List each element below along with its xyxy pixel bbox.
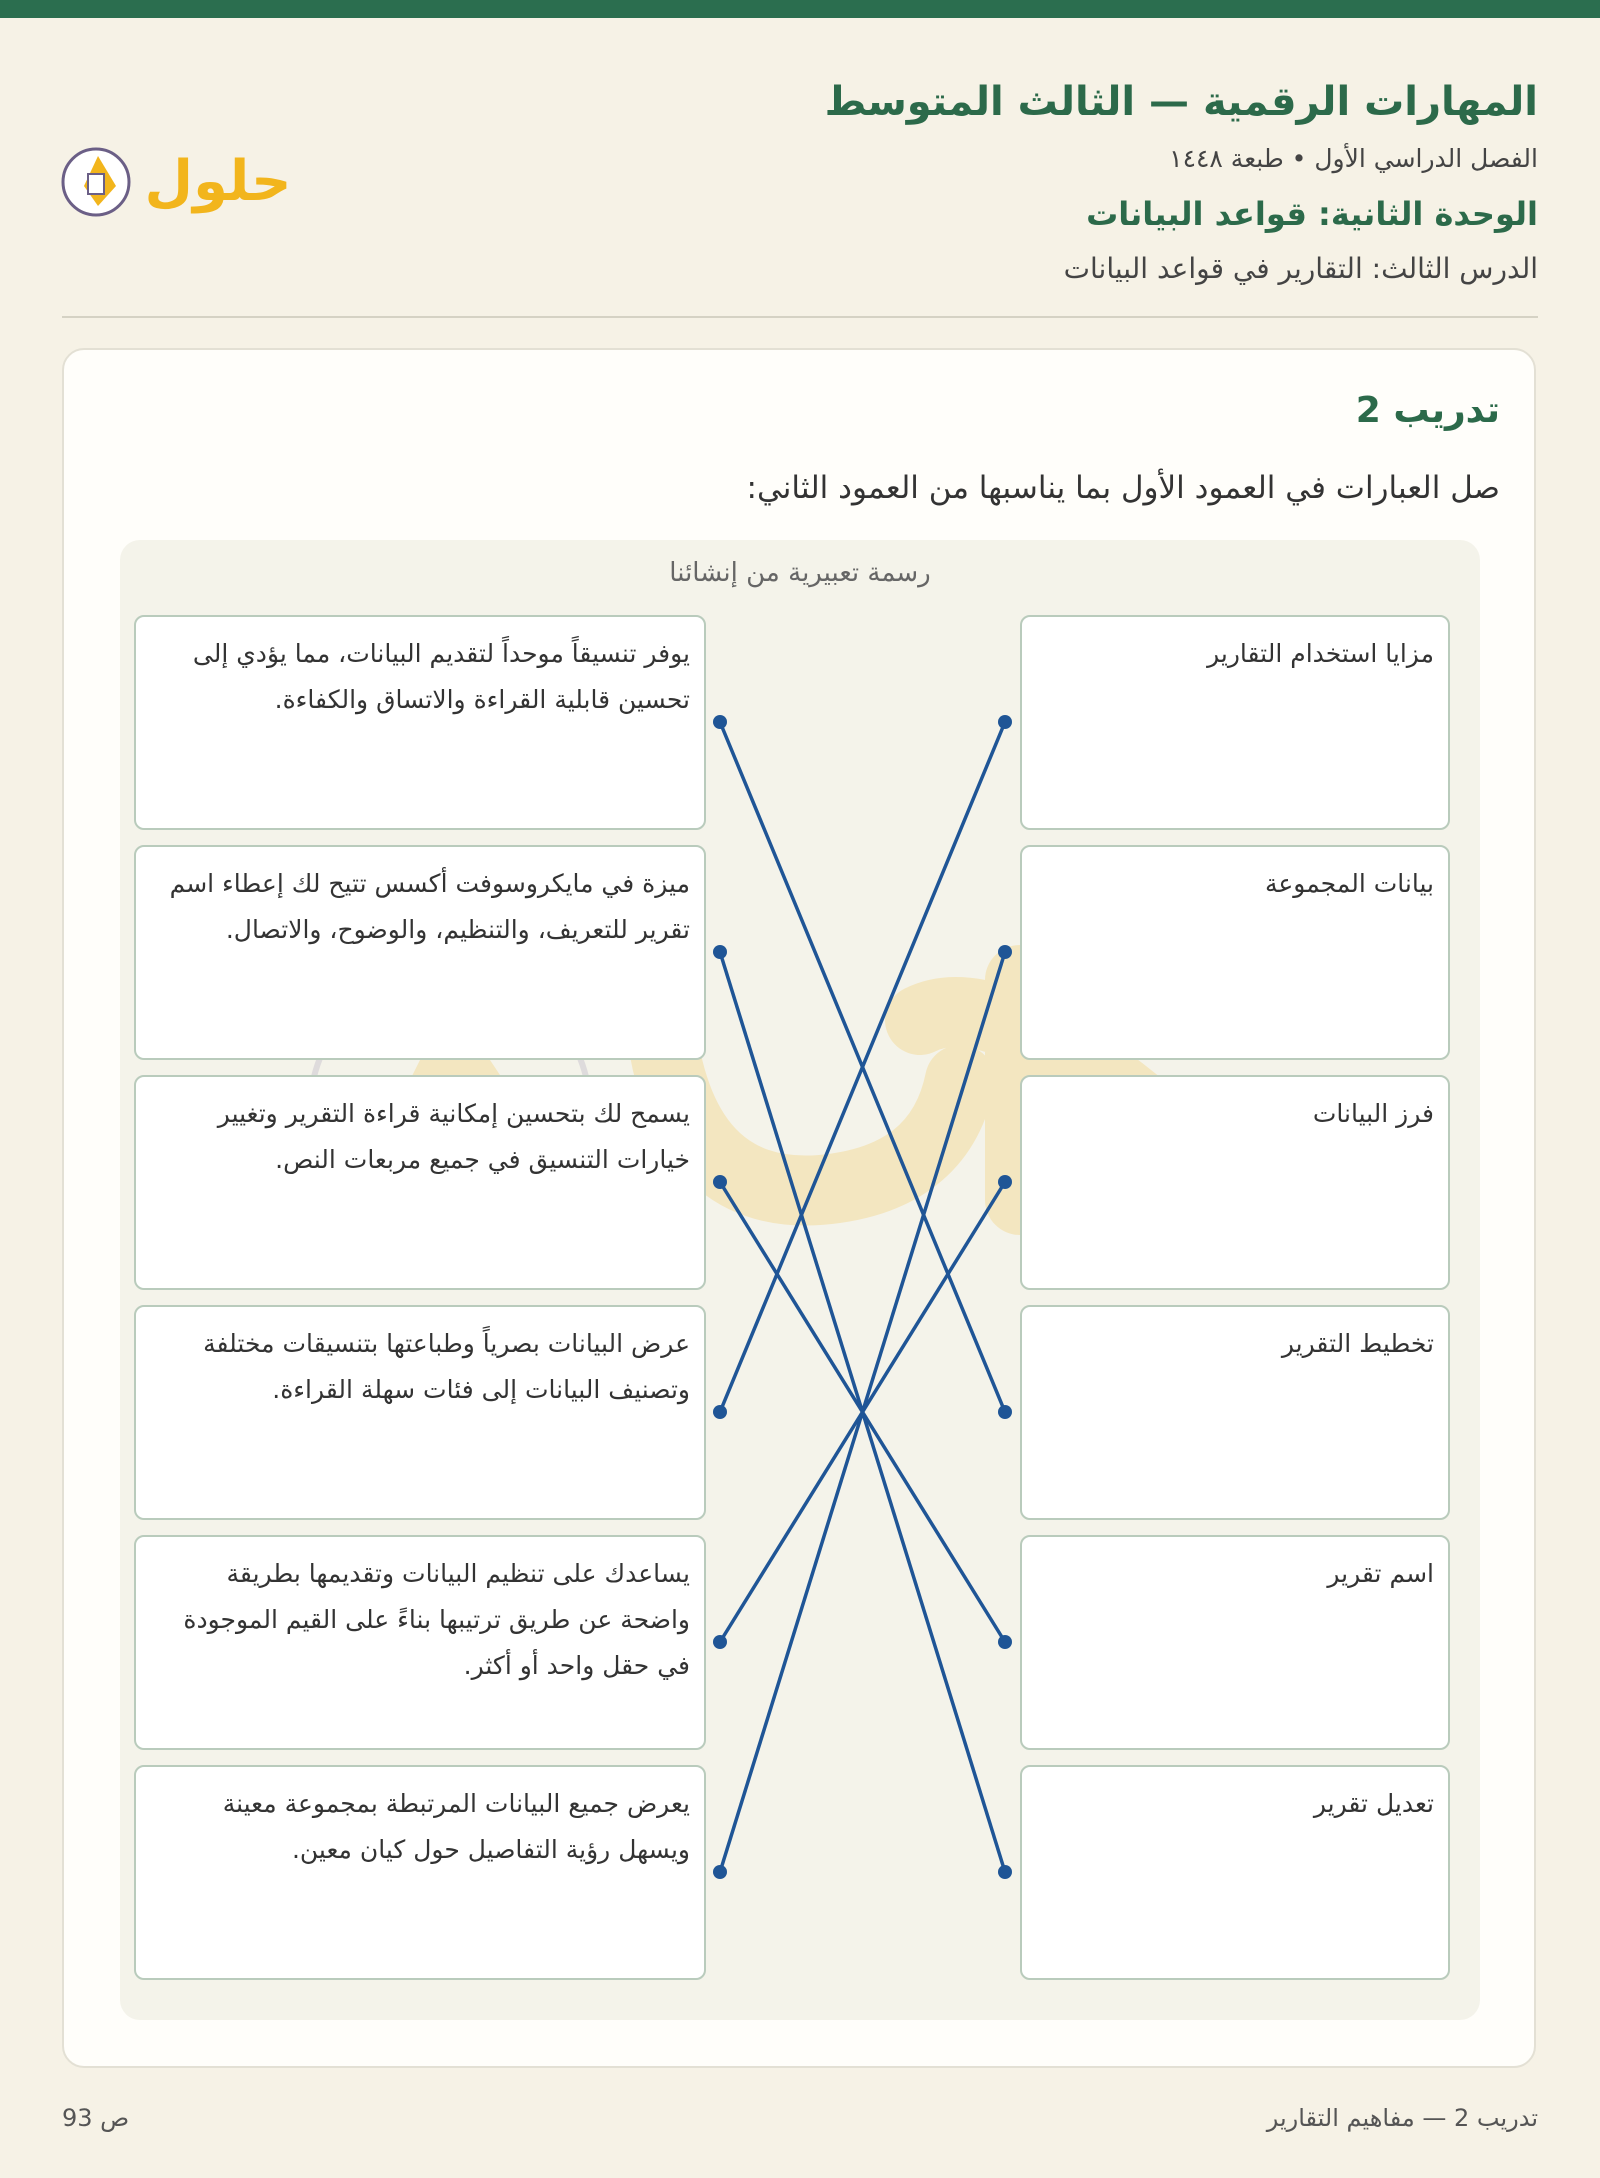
right-connector-dot-5 (998, 1635, 1012, 1649)
diagram-caption: رسمة تعبيرية من إنشائنا (669, 558, 931, 588)
right-item-6: تعديل تقرير (1020, 1765, 1450, 1980)
right-item-5: اسم تقرير (1020, 1535, 1450, 1750)
right-connector-dot-1 (998, 715, 1012, 729)
left-item-6: يعرض جميع البيانات المرتبطة بمجموعة معينة ويسهل رؤية التفاصيل حول كيان معين. (134, 1765, 706, 1980)
left-item-1: يوفر تنسيقاً موحداً لتقديم البيانات، مما يؤدي إلى تحسين قابلية القراءة والاتساق والكفاءة. (134, 615, 706, 830)
left-connector-dot-3 (713, 1175, 727, 1189)
right-item-3: فرز البيانات (1020, 1075, 1450, 1290)
right-item-2: بيانات المجموعة (1020, 845, 1450, 1060)
page-number: ص 93 (62, 2104, 130, 2132)
right-connector-dot-2 (998, 945, 1012, 959)
lesson-title: الدرس الثالث: التقارير في قواعد البيانات (1063, 252, 1538, 285)
left-item-5: يساعدك على تنظيم البيانات وتقديمها بطريقة واضحة عن طريق ترتيبها بناءً على القيم الموجودة في حقل واحد أو أكثر. (134, 1535, 706, 1750)
left-connector-dot-6 (713, 1865, 727, 1879)
page-title: المهارات الرقمية — الثالث المتوسط (824, 79, 1538, 125)
left-connector-dot-2 (713, 945, 727, 959)
left-item-2: ميزة في مايكروسوفت أكسس تتيح لك إعطاء اسم تقرير للتعريف، والتنظيم، والوضوح، والاتصال. (134, 845, 706, 1060)
right-connector-dot-4 (998, 1405, 1012, 1419)
edition-line: الفصل الدراسي الأول • طبعة ١٤٤٨ (1169, 144, 1538, 173)
left-connector-dot-4 (713, 1405, 727, 1419)
exercise-title: تدريب 2 (1355, 390, 1500, 431)
right-connector-dot-3 (998, 1175, 1012, 1189)
exercise-instruction: صل العبارات في العمود الأول بما يناسبها من العمود الثاني: (746, 470, 1500, 506)
right-item-1: مزايا استخدام التقارير (1020, 615, 1450, 830)
left-item-3: يسمح لك بتحسين إمكانية قراءة التقرير وتغيير خيارات التنسيق في جميع مربعات النص. (134, 1075, 706, 1290)
unit-title: الوحدة الثانية: قواعد البيانات (1086, 195, 1538, 233)
left-item-4: عرض البيانات بصرياً وطباعتها بتنسيقات مختلفة وتصنيف البيانات إلى فئات سهلة القراءة. (134, 1305, 706, 1520)
right-connector-dot-6 (998, 1865, 1012, 1879)
footer-caption: تدريب 2 — مفاهيم التقارير (1266, 2104, 1538, 2132)
left-connector-dot-5 (713, 1635, 727, 1649)
logo-text: حلول (144, 149, 292, 214)
right-item-4: تخطيط التقرير (1020, 1305, 1450, 1520)
left-connector-dot-1 (713, 715, 727, 729)
